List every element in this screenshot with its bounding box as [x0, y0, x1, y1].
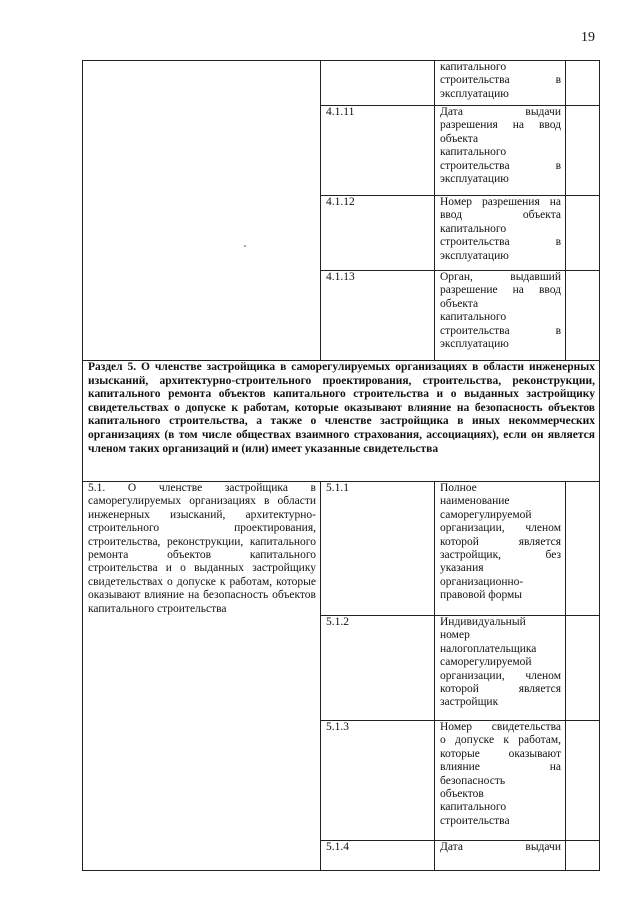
item-code	[321, 61, 435, 106]
desc-line: Орган, выдавший	[440, 271, 561, 283]
desc-line: строительства в	[440, 324, 561, 337]
desc-line: капитального	[440, 146, 507, 159]
desc-line: правовой формы	[440, 589, 523, 602]
desc-line: организационно-	[440, 575, 524, 588]
table-row	[83, 482, 600, 616]
desc-line: эксплуатацию	[440, 338, 509, 351]
desc-line: Номер свидетельства	[440, 721, 561, 733]
desc-line: которой является	[440, 535, 561, 548]
desc-line: объектов	[440, 788, 484, 801]
item-code: 4.1.13	[321, 271, 435, 361]
item-description	[435, 721, 566, 841]
item-code: 5.1.3	[321, 721, 435, 841]
section-5-heading: Раздел 5. О членстве застройщика в саморегулируемых организациях в области инженерных изысканий, архитектурно-строительного проектирования, строительства, реконструкции, капитального ремонта объектов капитального строительства и о выданных застройщику свидетельствах о допуске к работам, которые оказывают влияние на безопасность объектов капитального строительства, а также о членстве застройщика в иных некоммерческих организациях (в том числе обществах взаимного страхования, ассоциациях), если он является членом таких организаций и (или) имеет указанные свидетельства	[83, 361, 600, 482]
desc-line: влияние на	[440, 761, 561, 774]
desc-line: строительства	[440, 814, 510, 827]
desc-line: саморегулируемой	[440, 508, 532, 521]
value-cell	[566, 271, 600, 361]
desc-line: номер	[440, 629, 470, 642]
desc-line: капитального	[440, 311, 507, 324]
desc-line: о допуске к работам,	[440, 734, 561, 747]
empty-left-cell	[83, 61, 321, 361]
desc-line: эксплуатацию	[440, 173, 509, 186]
item-code: 4.1.12	[321, 196, 435, 271]
desc-line: Дата выдачи	[440, 106, 561, 118]
desc-line: Полное	[440, 482, 477, 494]
item-code: 5.1.4	[321, 841, 435, 871]
item-description	[435, 841, 566, 871]
value-cell	[566, 106, 600, 196]
desc-line: организации, членом	[440, 522, 561, 535]
item-description	[435, 106, 566, 196]
desc-line: строительства в	[440, 236, 561, 249]
section-heading-row	[83, 361, 600, 482]
desc-line: Индивидуальный	[440, 616, 526, 628]
desc-line: застройщик	[440, 696, 499, 709]
desc-line: разрешения на ввод	[440, 119, 561, 132]
item-code: 4.1.11	[321, 106, 435, 196]
desc-line: строительства в	[440, 74, 561, 87]
desc-line: Дата выдачи	[440, 841, 561, 853]
desc-line: капитального	[440, 801, 507, 814]
item-description	[435, 271, 566, 361]
value-cell	[566, 841, 600, 871]
desc-line: указания	[440, 562, 484, 575]
desc-line: которой является	[440, 683, 561, 696]
item-5-1-description: 5.1. О членстве застройщика в саморегулируемых организациях в области инженерных изысканий, архитектурно-строительного проектирования, строительства, реконструкции, капитального ремонта объектов капитального строительства и о выданных застройщику свидетельствах о допуске к работам, которые оказывают влияние на безопасность объектов капитального строительства	[83, 482, 321, 871]
desc-line: капитального	[440, 61, 507, 73]
desc-line: ввод объекта	[440, 209, 561, 222]
item-description	[435, 196, 566, 271]
page-number: 19	[581, 30, 595, 45]
desc-line: эксплуатацию	[440, 249, 509, 262]
desc-line: застройщик, без	[440, 549, 561, 562]
item-description	[435, 616, 566, 721]
desc-line: наименование	[440, 495, 510, 508]
value-cell	[566, 196, 600, 271]
item-description	[435, 61, 566, 106]
table-row	[83, 61, 600, 106]
value-cell	[566, 721, 600, 841]
value-cell	[566, 616, 600, 721]
item-description	[435, 482, 566, 616]
desc-line: разрешение на ввод	[440, 284, 561, 297]
desc-line: капитального	[440, 222, 507, 235]
desc-line: саморегулируемой	[440, 656, 532, 669]
desc-line: строительства в	[440, 159, 561, 172]
desc-line: безопасность	[440, 774, 506, 787]
desc-line: которые оказывают	[440, 747, 561, 760]
desc-line: организации, членом	[440, 669, 561, 682]
desc-line: объекта	[440, 297, 479, 310]
item-code: 5.1.1	[321, 482, 435, 616]
desc-line: объекта	[440, 132, 479, 145]
desc-line: налогоплательщика	[440, 642, 537, 655]
value-cell	[566, 61, 600, 106]
desc-line: Номер разрешения на	[440, 196, 561, 208]
document-table	[82, 60, 600, 871]
item-code: 5.1.2	[321, 616, 435, 721]
desc-line: эксплуатацию	[440, 87, 509, 100]
value-cell	[566, 482, 600, 616]
